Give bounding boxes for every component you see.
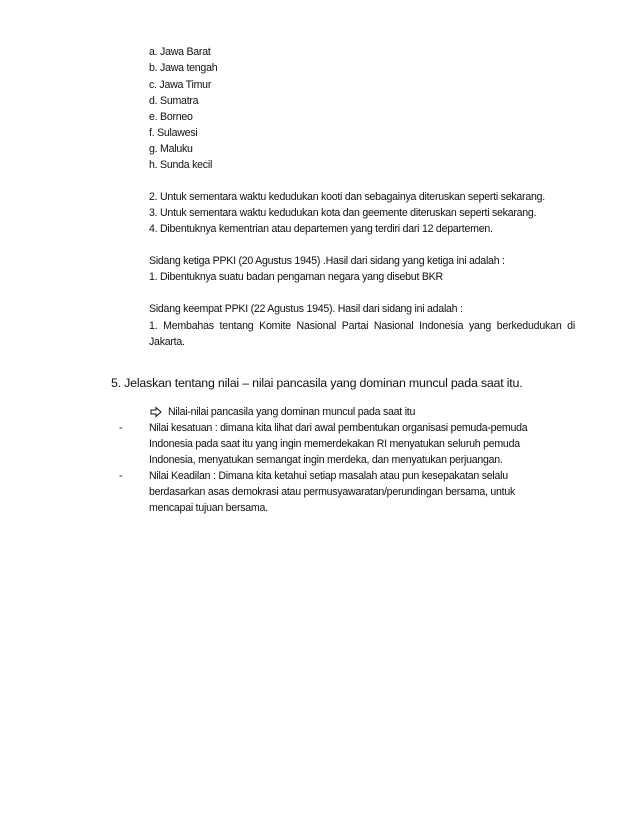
question-5-heading: 5. Jelaskan tentang nilai – nilai pancasila yang dominan muncul pada saat itu. [111,376,523,390]
list-item-sumatra: d. Sumatra [149,95,199,107]
bullet-dash: - [119,470,123,482]
sidang-keempat-item-1: 1. Membahas tentang Komite Nasional Partai Nasional Indonesia yang berkedudukan di [149,320,575,332]
decision-item-4: 4. Dibentuknya kementrian atau departemen yang terdiri dari 12 departemen. [149,223,493,235]
sidang-ketiga-intro: Sidang ketiga PPKI (20 Agustus 1945) .Hasil dari sidang yang ketiga ini adalah : [149,255,505,267]
nilai-keadilan-line-2: berdasarkan asas demokrasi atau permusyawaratan/perundingan bersama, untuk [149,486,516,498]
nilai-keadilan-line-1: Nilai Keadilan : Dimana kita ketahui setiap masalah atau pun kesepakatan selalu [149,470,508,482]
sidang-ketiga-item-1: 1. Dibentuknya suatu badan pengaman negara yang disebut BKR [149,271,443,283]
sidang-keempat-item-1-continued: Jakarta. [149,336,185,348]
list-item-sunda-kecil: h. Sunda kecil [149,159,213,171]
bullet-dash: - [119,422,123,434]
nilai-kesatuan-line-1: Nilai kesatuan : dimana kita lihat dari awal pembentukan organisasi pemuda-pemuda [149,422,528,434]
decision-item-2: 2. Untuk sementara waktu kedudukan kooti dan sebagainya diteruskan seperti sekarang. [149,191,545,203]
nilai-kesatuan-line-3: Indonesia, menyatukan semangat ingin merdeka, dan menyatukan perjuangan. [149,454,503,466]
list-item-maluku: g. Maluku [149,143,193,155]
list-item-jawa-timur: c. Jawa Timur [149,79,212,91]
nilai-kesatuan-line-2: Indonesia pada saat itu yang ingin memerdekakan RI menyatukan seluruh pemuda [149,438,520,450]
sidang-keempat-intro: Sidang keempat PPKI (22 Agustus 1945). Hasil dari sidang ini adalah : [149,303,463,315]
list-item-jawa-barat: a. Jawa Barat [149,46,211,58]
right-arrow-outline-icon [150,405,162,419]
decision-item-3: 3. Untuk sementara waktu kedudukan kota dan geemente diteruskan seperti sekarang. [149,207,537,219]
list-item-jawa-tengah: b. Jawa tengah [149,62,218,74]
list-item-sulawesi: f. Sulawesi [149,127,198,139]
dominant-values-intro: Nilai-nilai pancasila yang dominan muncul pada saat itu [168,406,416,418]
list-item-borneo: e. Borneo [149,111,193,123]
nilai-keadilan-line-3: mencapai tujuan bersama. [149,502,268,514]
